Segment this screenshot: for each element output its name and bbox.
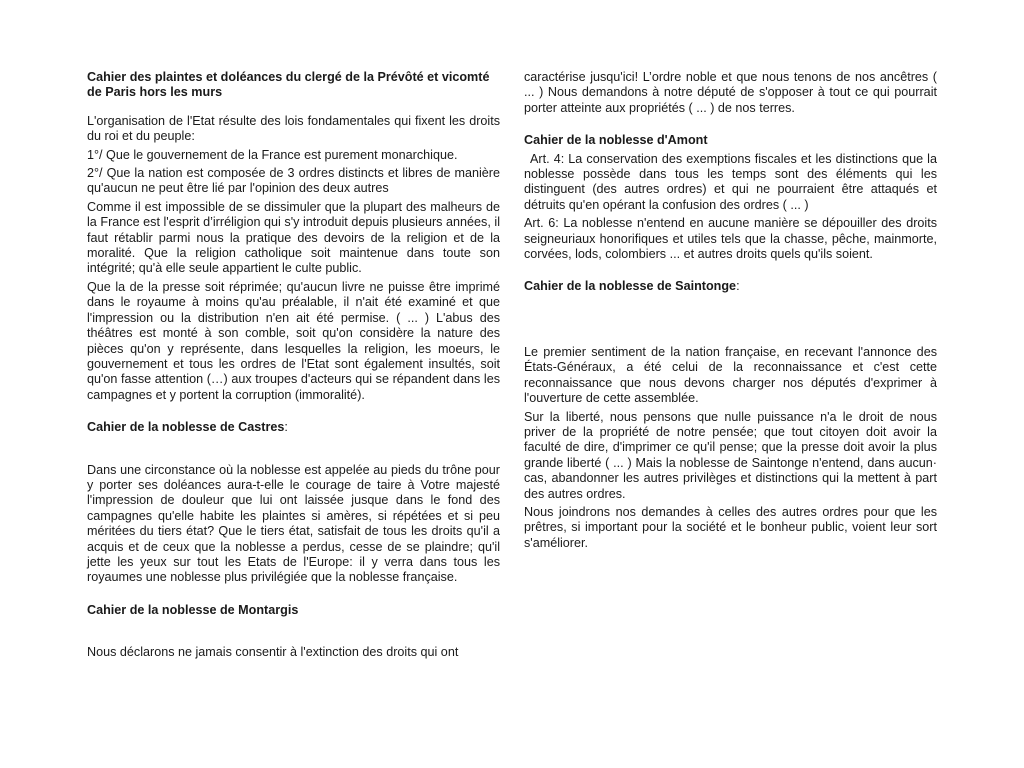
paragraph: Que la de la presse soit réprimée; qu'aucun livre ne puisse être imprimé dans le royaume à moins qu'au préalable, il n'ait été examiné et que l'impression ou la distribution n'en ait été permise. ( ... ) L'abus des théâtres est monté à son comble, soit qu'on considère la nature des pièces qu'on y représente, dans lesquelles la religion, les moeurs, le gouvernement et tous les ordres de l'Etat sont également insultés, soit qu'on fasse attention (…) aux troupes d'acteurs qui se répandent dans les campagnes et y portent la corruption (immoralité).: [87, 279, 500, 402]
document-title: Cahier des plaintes et doléances du clergé de la Prévôté et vicomté de Paris hors les murs: [87, 70, 490, 100]
paragraph: Art. 6: La noblesse n'entend en aucune manière se dépouiller des droits seigneuriaux honorifiques et utiles tels que la chasse, pêche, mainmorte, corvées, lods, colombiers ... et autres droits quels qu'ils soient.: [524, 216, 937, 262]
paragraph: Dans une circonstance où la noblesse est appelée au pieds du trône pour y porter ses doléances aura-t-elle le courage de taire à Votre majesté l'impression de douleur que lui ont laissée jusque dans le fond des campagnes qu'elle habite les plaintes si amères, si répétées et si peu méritées du tiers état? Que le tiers état, satisfait de tous les droits qu'il a acquis et de ceux que la noblesse a perdus, cesse de se plaindre; qu'il jette les yeux sur tout les Etats de l'Europe: il y verra dans tous les royaumes une noblesse plus privilégiée que la noblesse française.: [87, 462, 500, 585]
right-column: [524, 70, 937, 554]
left-column: [87, 70, 500, 664]
paragraph: 2°/ Que la nation est composée de 3 ordres distincts et libres de manière qu'aucun ne peut être lié par l'opinion des deux autres: [87, 166, 500, 196]
paragraph: caractérise jusqu'ici! L’ordre noble et que nous tenons de nos ancêtres ( ... ) Nous demandons à notre député de s'opposer à tout ce qui pourrait porter atteinte aux propriétés ( ... ) de nos terres.: [524, 70, 937, 115]
heading-colon: :: [284, 420, 288, 435]
section-heading-montargis: Cahier de la noblesse de Montargis: [87, 602, 299, 617]
paragraph: Sur la liberté, nous pensons que nulle puissance n'a le droit de nous priver de la propriété de notre pensée; que tout citoyen doit avoir la faculté de dire, d'imprimer ce qu'il pense; que la presse doit avoir la plus grande liberté ( ... ) Mais la noblesse de Saintonge n'entend, dans aucun· cas, abandonner les autres privilèges et distinctions qui la mettent à part des autres ordres.: [524, 409, 937, 501]
paragraph: 1°/ Que le gouvernement de la France est purement monarchique.: [87, 147, 458, 162]
section-heading-saintonge: [524, 279, 937, 294]
paragraph: Nous joindrons nos demandes à celles des autres ordres pour que les prêtres, si important pour la société et le bonheur public, voient leur sort s'améliorer.: [524, 504, 937, 550]
section-heading-castres-text: Cahier de la noblesse de Castres: [87, 420, 285, 435]
paragraph: Nous déclarons ne jamais consentir à l'extinction des droits qui ont: [87, 645, 459, 660]
paragraph: Le premier sentiment de la nation française, en recevant l'annonce des États-Généraux, a été celui de la reconnaissance et c'est cette reconnaissance que nous devons charger nos députés d'exprimer à l'ouverture de cette assemblée.: [524, 344, 937, 406]
section-heading-castres: [87, 420, 500, 435]
paragraph: Art. 4: La conservation des exemptions fiscales et les distinctions que la noblesse possède dans tous les temps sont des éléments qui les distinguent (des autres ordres) et qui ne pourraient être attaqués et détruits qu'en opérant la confusion des ordres ( ... ): [524, 151, 937, 212]
paragraph: Comme il est impossible de se dissimuler que la plupart des malheurs de la France est l'esprit d’irréligion qui s'y introduit depuis plusieurs années, il faut rétablir parmi nous la pratique des devoirs de la religion et de la moralité. Que la religion catholique soit maintenue dans toute son intégrité; qu'à elle seule appartient le culte public.: [87, 199, 500, 276]
section-heading-amont: Cahier de la noblesse d'Amont: [524, 133, 708, 148]
heading-colon: :: [736, 279, 740, 294]
section-heading-saintonge-text: Cahier de la noblesse de Saintonge: [524, 279, 737, 294]
paragraph: L'organisation de l'Etat résulte des lois fondamentales qui fixent les droits du roi et du peuple:: [87, 113, 500, 144]
